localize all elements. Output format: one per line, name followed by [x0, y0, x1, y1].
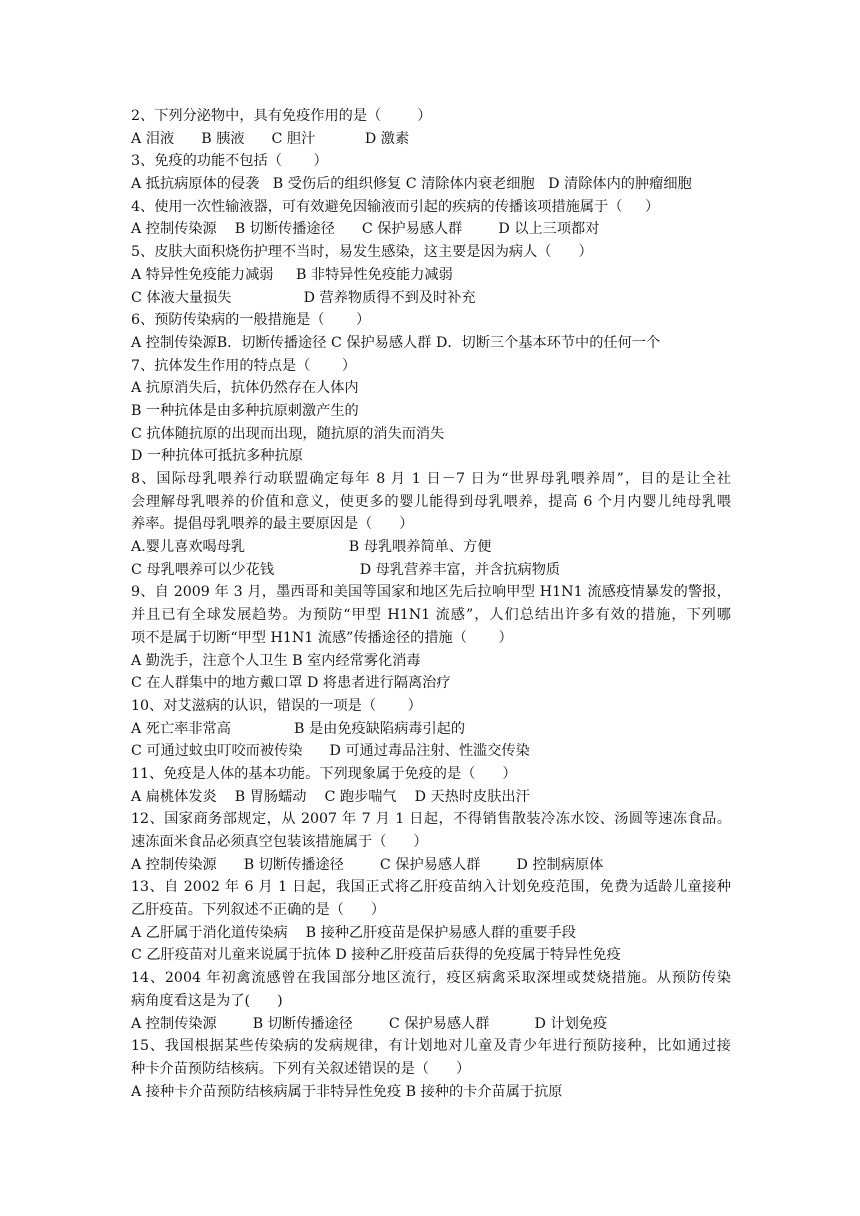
- text-line: A 抗原消失后，抗体仍然存在人体内: [131, 380, 359, 397]
- text-line: 14、2004 年初禽流感曾在我国部分地区流行，疫区病禽采取深埋或焚烧措施。从预防传染: [131, 970, 731, 987]
- text-line: 6、预防传染病的一般措施是（ ）: [131, 312, 371, 329]
- text-line: B 一种抗体是由多种抗原刺激产生的: [131, 402, 359, 419]
- text-line: 5、皮肤大面积烧伤护理不当时，易发生感染，这主要是因为病人（ ）: [131, 244, 593, 261]
- text-line: A.婴儿喜欢喝母乳 B 母乳喂养简单、方便: [131, 539, 492, 556]
- text-line: A 乙肝属于消化道传染病 B 接种乙肝疫苗是保护易感人群的重要手段: [131, 924, 576, 941]
- document-page: [131, 105, 731, 1103]
- text-line: 种卡介苗预防结核病。下列有关叙述错误的是（ ）: [131, 1060, 471, 1077]
- text-line: A 勤洗手，注意个人卫生 B 室内经常雾化消毒: [131, 652, 421, 669]
- text-line: A 控制传染源 B 切断传播途径 C 保护易感人群 D 控制病原体: [131, 856, 604, 873]
- text-line: A 控制传染源 B 切断传播途径 C 保护易感人群 D 计划免疫: [131, 1015, 608, 1032]
- text-line: 12、国家商务部规定，从 2007 年 7 月 1 日起，不得销售散装冷冻水饺、汤圆等速冻食品。: [131, 811, 731, 828]
- text-line: 3、免疫的功能不包括（ ）: [131, 153, 328, 170]
- text-line: D 一种抗体可抵抗多种抗原: [131, 448, 303, 465]
- text-line: A 控制传染源 B 切断传播途径 C 保护易感人群 D 以上三项都对: [131, 221, 600, 238]
- text-line: 4、使用一次性输液器，可有效避免因输液而引起的疾病的传播该项措施属于（ ）: [131, 198, 660, 215]
- text-line: 11、免疫是人体的基本功能。下列现象属于免疫的是（ ）: [131, 765, 517, 782]
- text-line: A 接种卡介苗预防结核病属于非特异性免疫 B 接种的卡介苗属于抗原: [131, 1083, 563, 1100]
- text-line: 乙肝疫苗。下列叙述不正确的是（ ）: [131, 902, 386, 919]
- text-line: 15、我国根据某些传染病的发病规律，有计划地对儿童及青少年进行预防接种，比如通过接: [131, 1038, 731, 1055]
- text-line: C 抗体随抗原的出现而出现，随抗原的消失而消失: [131, 425, 445, 442]
- text-line: 速冻面米食品必须真空包装该措施属于（ ）: [131, 834, 428, 850]
- text-line: 13、自 2002 年 6 月 1 日起，我国正式将乙肝疫苗纳入计划免疫范围，免费为适龄儿童接种: [131, 879, 731, 896]
- text-line: A 特异性免疫能力减弱 B 非特异性免疫能力减弱: [131, 266, 453, 283]
- text-line: A 泪液 B 胰液 C 胆汁 D 激素: [131, 130, 410, 147]
- text-line: A 扁桃体发炎 B 胃肠蠕动 C 跑步喘气 D 天热时皮肤出汗: [131, 788, 530, 805]
- text-line: C 在人群集中的地方戴口罩 D 将患者进行隔离治疗: [131, 675, 451, 692]
- text-line: A 控制传染源B．切断传播途径 C 保护易感人群 D．切断三个基本环节中的任何一个: [131, 334, 661, 351]
- text-line: C 乙肝疫苗对儿童来说属于抗体 D 接种乙肝疫苗后获得的免疫属于特异性免疫: [131, 947, 621, 964]
- text-line: 养率。提倡母乳喂养的最主要原因是（ ）: [131, 516, 414, 533]
- text-line: 病角度看这是为了( ): [131, 992, 283, 1009]
- text-line: 并且已有全球发展趋势。为预防“甲型 H1N1 流感”，人们总结出许多有效的措施，下列哪: [131, 607, 731, 624]
- text-line: 2、下列分泌物中，具有免疫作用的是（ ）: [131, 108, 432, 124]
- text-line: 8、国际母乳喂养行动联盟确定每年 8 月 1 日－7 日为“世界母乳喂养周”，目的是让全社: [131, 471, 731, 487]
- text-line: 7、抗体发生作用的特点是（ ）: [131, 357, 357, 374]
- text-line: C 母乳喂养可以少花钱 D 母乳营养丰富，并含抗病物质: [131, 561, 561, 578]
- text-line: 9、自 2009 年 3 月，墨西哥和美国等国家和地区先后拉响甲型 H1N1 流感疫情暴发的警报，: [131, 584, 731, 601]
- text-line: A 死亡率非常高 B 是由免疫缺陷病毒引起的: [131, 720, 466, 737]
- text-line: 会理解母乳喂养的价值和意义，使更多的婴儿能得到母乳喂养，提高 6 个月内婴儿纯母乳喂: [131, 493, 731, 510]
- text-line: 项不是属于切断“甲型 H1N1 流感”传播途径的措施（ ）: [131, 629, 513, 646]
- text-line: C 可通过蚊虫叮咬而被传染 D 可通过毒品注射、性滥交传染: [131, 743, 530, 760]
- text-line: 10、对艾滋病的认识，错误的一项是（ ）: [131, 697, 422, 714]
- text-line: C 体液大量损失 D 营养物质得不到及时补充: [131, 289, 476, 306]
- text-line: A 抵抗病原体的侵袭 B 受伤后的组织修复 C 清除体内衰老细胞 D 清除体内的肿瘤细胞: [131, 176, 692, 193]
